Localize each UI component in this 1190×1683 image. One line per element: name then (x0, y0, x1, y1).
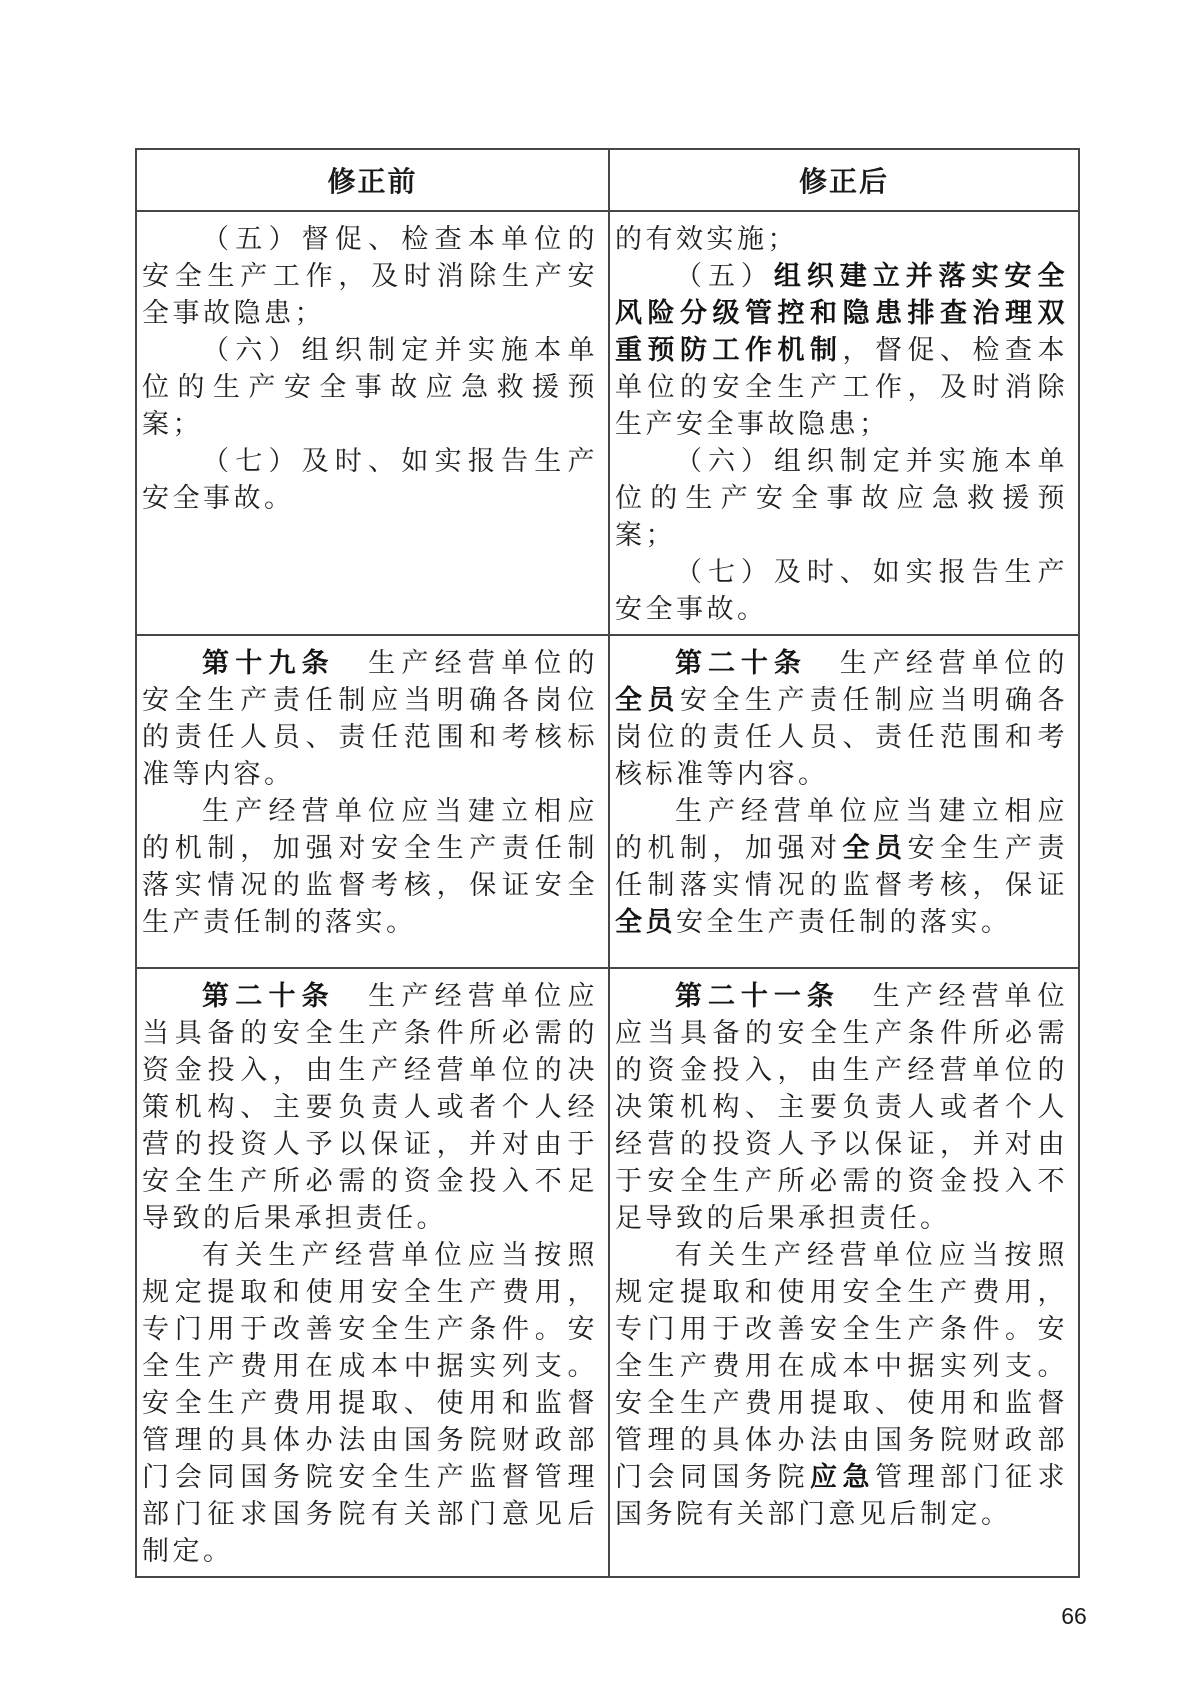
cell-before (136, 211, 609, 635)
amended-bold-text: 全员 (615, 685, 680, 715)
amendment-table-body (136, 211, 1079, 1577)
cell-before (136, 635, 609, 968)
table-row (136, 211, 1079, 635)
table-row (136, 968, 1079, 1577)
body-text: 管理部门征求国务院有关部门意见后制定。 (615, 1462, 1068, 1529)
body-text: （七）及时、如实报告生产安全事故。 (142, 446, 598, 513)
paragraph (142, 793, 598, 941)
paragraph (142, 221, 598, 332)
paragraph (615, 645, 1068, 793)
paragraph (615, 793, 1068, 941)
body-text: ，督促、检查本单位的安全生产工作，及时消除生产安全事故隐患； (615, 335, 1068, 439)
paragraph (615, 443, 1068, 554)
amended-bold-text: 第十九条 (202, 648, 335, 678)
body-text: 生产经营单位的 (806, 648, 1069, 678)
body-text: （六）组织制定并实施本单位的生产安全事故应急救援预案； (615, 446, 1068, 550)
paragraph (615, 554, 1068, 628)
body-text: 安全生产责任制应当明确各岗位的责任人员、责任范围和考核标准等内容。 (615, 685, 1068, 789)
paragraph (615, 258, 1068, 443)
amendment-comparison-table (135, 148, 1080, 1578)
amended-bold-text: 第二十条 (202, 981, 335, 1011)
paragraph (142, 978, 598, 1237)
paragraph (615, 1237, 1068, 1533)
body-text: 的有效实施； (615, 224, 798, 254)
paragraph (142, 332, 598, 443)
amended-bold-text: 应急 (810, 1462, 875, 1492)
body-text: 安全生产责任制的落实。 (676, 907, 1012, 937)
paragraph (615, 221, 1068, 258)
amended-bold-text: 第二十一条 (675, 981, 840, 1011)
cell-after (609, 968, 1079, 1577)
body-text: 生产经营单位应当具备的安全生产条件所必需的资金投入，由生产经营单位的决策机构、主要负责人或者个人经营的投资人予以保证，并对由于安全生产所必需的资金投入不足导致的后果承担责任。 (142, 981, 599, 1233)
body-text: 生产经营单位的安全生产责任制应当明确各岗位的责任人员、责任范围和考核标准等内容。 (142, 648, 599, 789)
cell-before (136, 968, 609, 1577)
cell-after (609, 211, 1079, 635)
body-text: 有关生产经营单位应当按照规定提取和使用安全生产费用，专门用于改善安全生产条件。安全生产费用在成本中据实列支。安全生产费用提取、使用和监督管理的具体办法由国务院财政部门会同国务院 (615, 1240, 1068, 1492)
amended-bold-text: 第二十条 (675, 648, 807, 678)
amended-bold-text: 组织建立并落实安全风险分级管控和隐患排查治理双重预防工作机制 (615, 261, 1069, 365)
body-text: 有关生产经营单位应当按照规定提取和使用安全生产费用，专门用于改善安全生产条件。安全生产费用在成本中据实列支。安全生产费用提取、使用和监督管理的具体办法由国务院财政部门会同国务院安全生产监督管理部门征求国务院有关部门意见后制定。 (142, 1240, 598, 1566)
table-row (136, 635, 1079, 968)
body-text: （六）组织制定并实施本单位的生产安全事故应急救援预案； (142, 335, 598, 439)
table-header-after: 修正后 (609, 149, 1079, 211)
body-text: 安全生产责任制落实情况的监督考核，保证 (615, 833, 1068, 900)
amended-bold-text: 全员 (615, 907, 676, 937)
body-text: 生产经营单位应当具备的安全生产条件所必需的资金投入，由生产经营单位的决策机构、主要负责人或者个人经营的投资人予以保证，并对由于安全生产所必需的资金投入不足导致的后果承担责任。 (615, 981, 1069, 1233)
page-number: 66 (1061, 1603, 1087, 1629)
cell-after (609, 635, 1079, 968)
paragraph (615, 978, 1068, 1237)
body-text: 生产经营单位应当建立相应的机制，加强对 (615, 796, 1068, 863)
paragraph (142, 443, 598, 517)
paragraph (142, 645, 598, 793)
body-text: （五） (675, 261, 774, 291)
table-header-row (136, 149, 1079, 211)
paragraph (142, 1237, 598, 1570)
body-text: （七）及时、如实报告生产安全事故。 (615, 557, 1068, 624)
table-header-before: 修正前 (136, 149, 609, 211)
body-text: 生产经营单位应当建立相应的机制，加强对安全生产责任制落实情况的监督考核，保证安全生产责任制的落实。 (142, 796, 598, 937)
body-text: （五）督促、检查本单位的安全生产工作，及时消除生产安全事故隐患； (142, 224, 598, 328)
amended-bold-text: 全员 (842, 833, 908, 863)
